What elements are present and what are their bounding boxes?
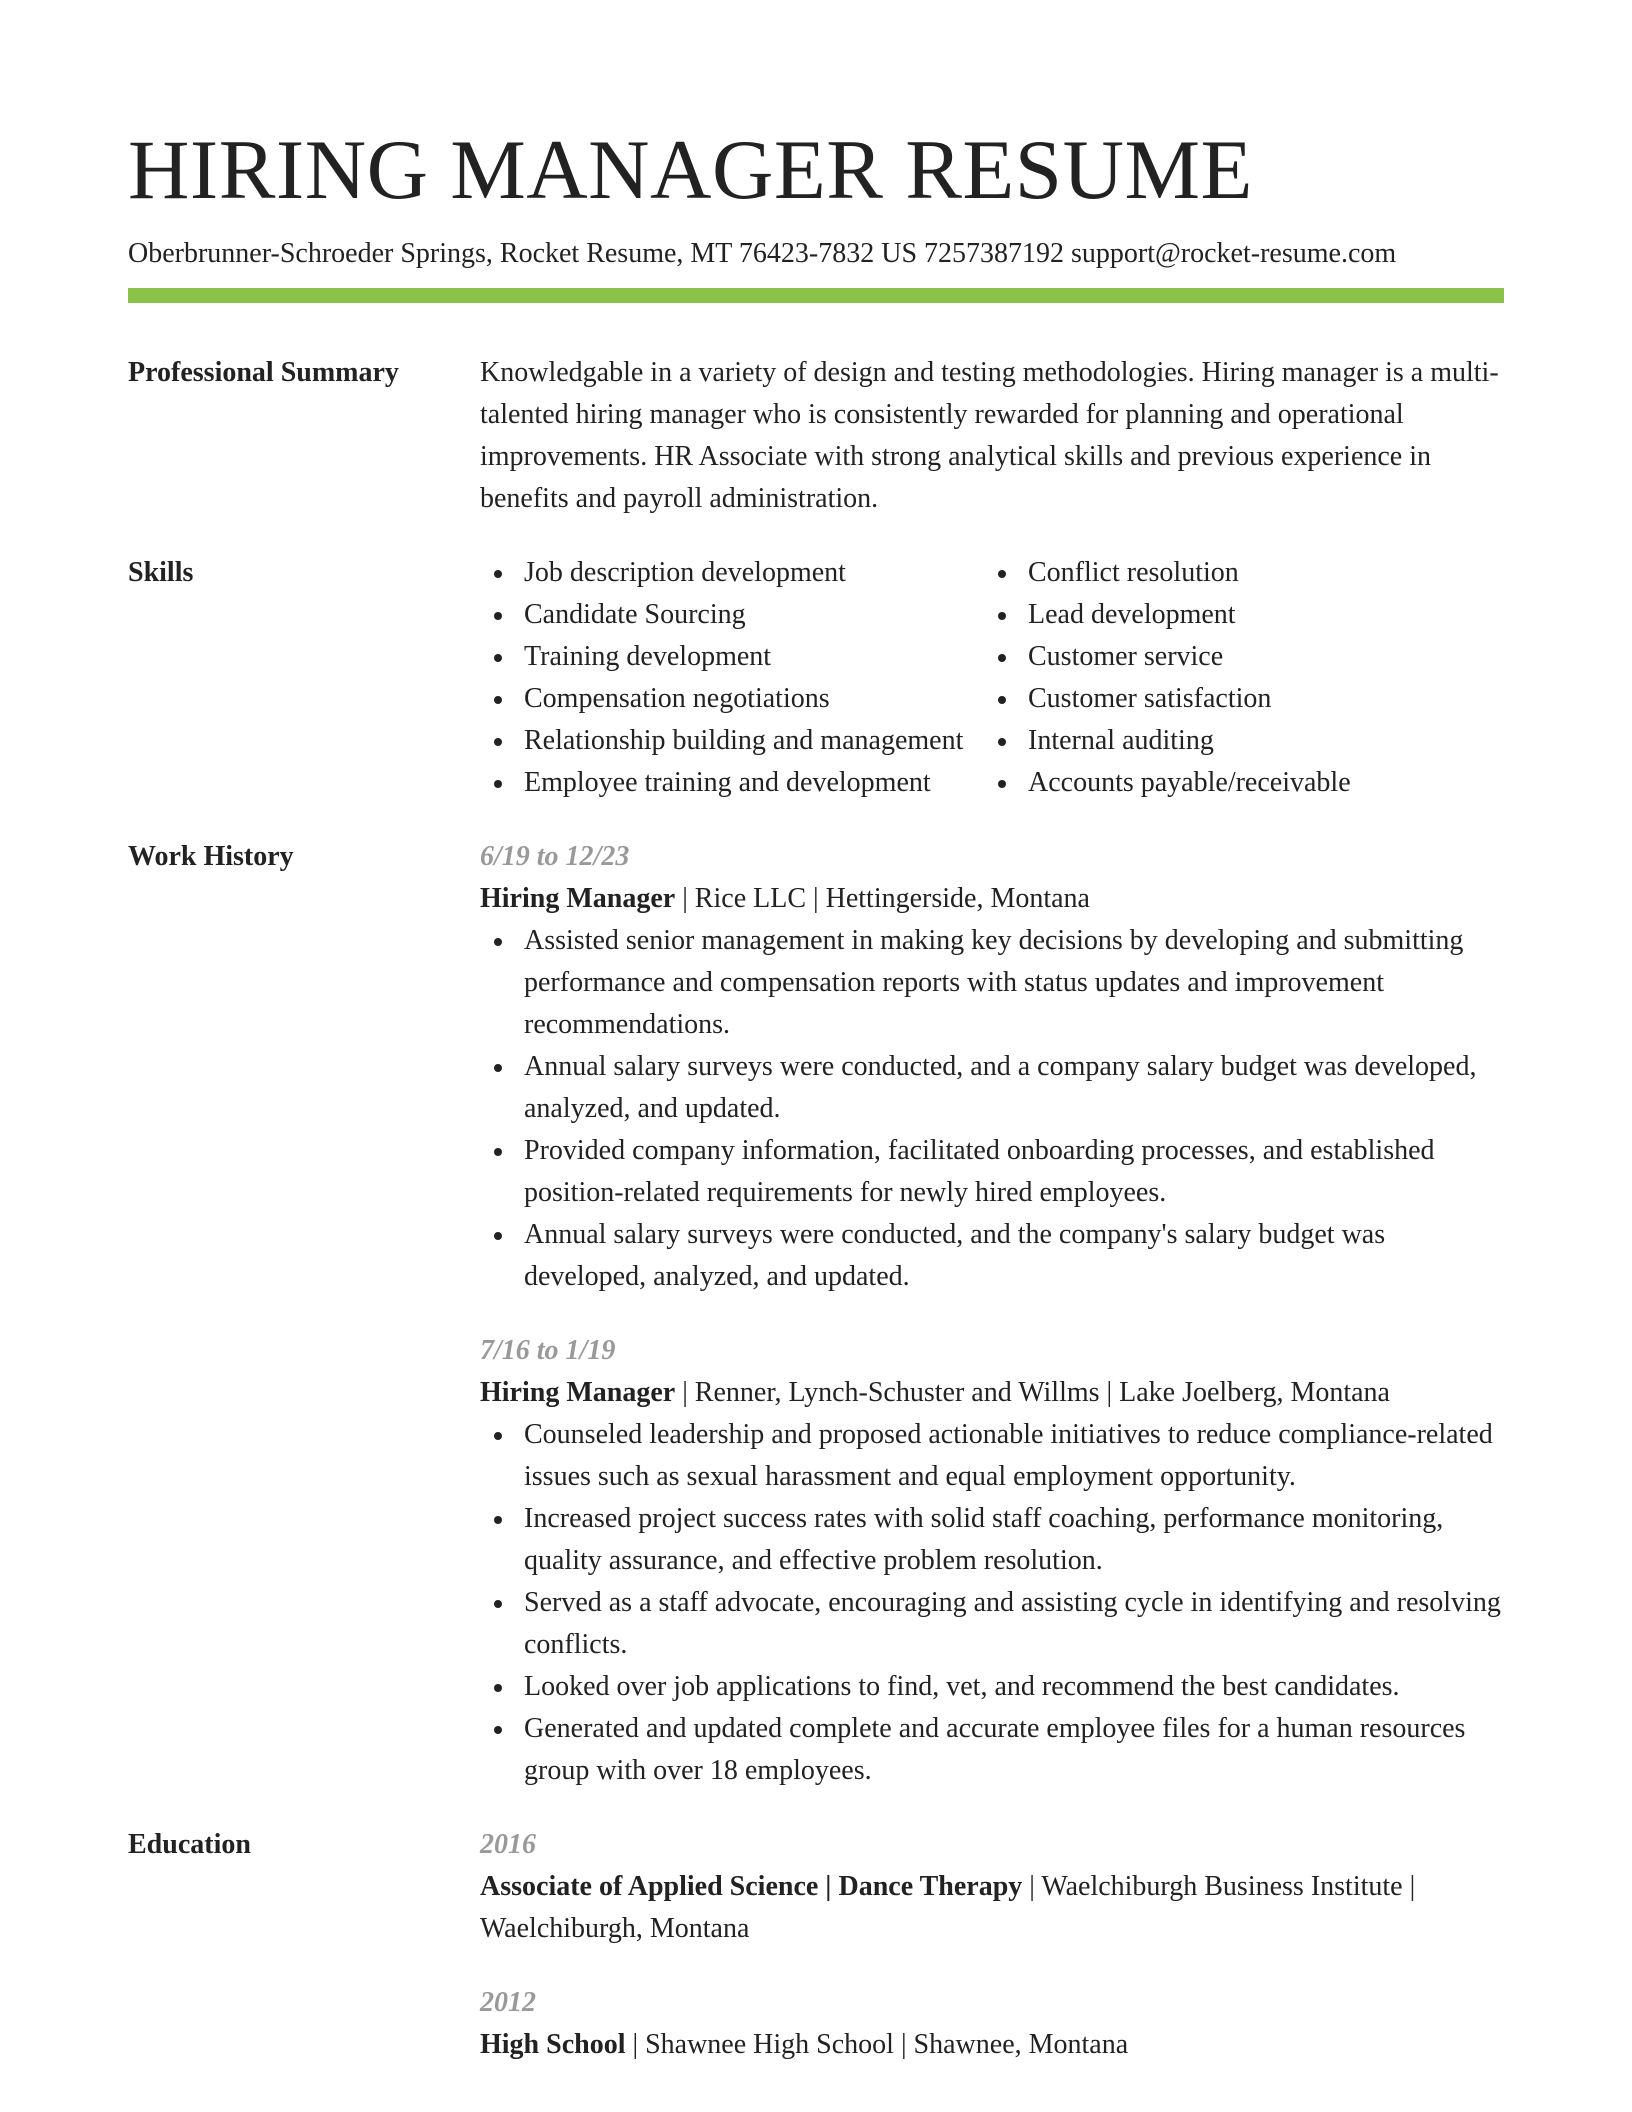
education-section bbox=[128, 1824, 1504, 2066]
job-dates: 7/16 to 1/19 bbox=[480, 1335, 616, 1366]
education-heading bbox=[480, 1866, 1504, 1950]
duty-item: Annual salary surveys were conducted, and the company's salary budget was developed, analyzed, and updated. bbox=[480, 1214, 1504, 1298]
duty-item: Served as a staff advocate, encouraging and assisting cycle in identifying and resolving conflicts. bbox=[480, 1582, 1504, 1666]
duty-item: Increased project success rates with solid staff coaching, performance monitoring, quality assurance, and effective problem resolution. bbox=[480, 1498, 1504, 1582]
education-body bbox=[480, 1824, 1504, 2066]
duty-item: Provided company information, facilitated onboarding processes, and established position-related requirements for newly hired employees. bbox=[480, 1130, 1504, 1214]
education-label: Education bbox=[128, 1829, 251, 1860]
duty-item: Generated and updated complete and accurate employee files for a human resources group with over 18 employees. bbox=[480, 1708, 1504, 1792]
resume-page bbox=[128, 0, 1504, 2066]
education-school-location: | Waelchiburgh Business Institute | Waelchiburgh, Montana bbox=[480, 1871, 1416, 1944]
skill-item: Relationship building and management bbox=[480, 720, 984, 762]
summary-text: Knowledgable in a variety of design and testing methodologies. Hiring manager is a multi-talented hiring manager who is consistently rewarded for planning and operational improvements. HR Associate with strong analytical skills and previous experience in benefits and payroll administration. bbox=[480, 357, 1499, 514]
duty-item: Assisted senior management in making key decisions by developing and submitting performance and compensation reports with status updates and improvement recommendations. bbox=[480, 920, 1504, 1046]
job-title: Hiring Manager bbox=[480, 883, 676, 914]
education-year: 2016 bbox=[480, 1829, 536, 1860]
skill-item: Customer service bbox=[984, 636, 1488, 678]
skills-section bbox=[128, 552, 1504, 804]
summary-section bbox=[128, 352, 1504, 520]
skill-item: Accounts payable/receivable bbox=[984, 762, 1488, 804]
skills-column-1 bbox=[480, 552, 984, 804]
job-heading bbox=[480, 1372, 1504, 1414]
skill-item: Job description development bbox=[480, 552, 984, 594]
education-entry bbox=[480, 1982, 1504, 2066]
job-duties bbox=[480, 920, 1504, 1298]
duty-item: Looked over job applications to find, vet, and recommend the best candidates. bbox=[480, 1666, 1504, 1708]
education-year: 2012 bbox=[480, 1987, 536, 2018]
skills-label: Skills bbox=[128, 557, 194, 588]
job-entry bbox=[480, 836, 1504, 1298]
job-employer-location: | Rice LLC | Hettingerside, Montana bbox=[675, 883, 1090, 914]
education-degree: High School bbox=[480, 2029, 626, 2060]
job-heading bbox=[480, 878, 1504, 920]
work-history-label: Work History bbox=[128, 841, 294, 872]
education-heading bbox=[480, 2024, 1504, 2066]
work-history-section bbox=[128, 836, 1504, 1792]
skill-item: Customer satisfaction bbox=[984, 678, 1488, 720]
skill-item: Employee training and development bbox=[480, 762, 984, 804]
skill-item: Lead development bbox=[984, 594, 1488, 636]
skill-item: Training development bbox=[480, 636, 984, 678]
education-school-location: | Shawnee High School | Shawnee, Montana bbox=[625, 2029, 1129, 2060]
accent-divider bbox=[128, 288, 1504, 303]
job-title: Hiring Manager bbox=[480, 1377, 676, 1408]
job-entry bbox=[480, 1330, 1504, 1792]
work-history-body bbox=[480, 836, 1504, 1792]
job-dates: 6/19 to 12/23 bbox=[480, 841, 630, 872]
duty-item: Counseled leadership and proposed actionable initiatives to reduce compliance-related issues such as sexual harassment and equal employment opportunity. bbox=[480, 1414, 1504, 1498]
skill-item: Candidate Sourcing bbox=[480, 594, 984, 636]
skills-grid bbox=[480, 552, 1504, 804]
job-duties bbox=[480, 1414, 1504, 1792]
job-employer-location: | Renner, Lynch-Schuster and Willms | Lake Joelberg, Montana bbox=[675, 1377, 1390, 1408]
skill-item: Compensation negotiations bbox=[480, 678, 984, 720]
skill-item: Internal auditing bbox=[984, 720, 1488, 762]
skill-item: Conflict resolution bbox=[984, 552, 1488, 594]
duty-item: Annual salary surveys were conducted, and a company salary budget was developed, analyzed, and updated. bbox=[480, 1046, 1504, 1130]
contact-line: Oberbrunner-Schroeder Springs, Rocket Resume, MT 76423-7832 US 7257387192 support@rocket-resume.com bbox=[128, 238, 1397, 269]
summary-label: Professional Summary bbox=[128, 357, 399, 388]
education-entry bbox=[480, 1824, 1504, 1950]
education-degree: Associate of Applied Science | Dance Therapy bbox=[480, 1871, 1023, 1902]
skills-column-2 bbox=[984, 552, 1488, 804]
resume-title: HIRING MANAGER RESUME bbox=[128, 123, 1253, 217]
